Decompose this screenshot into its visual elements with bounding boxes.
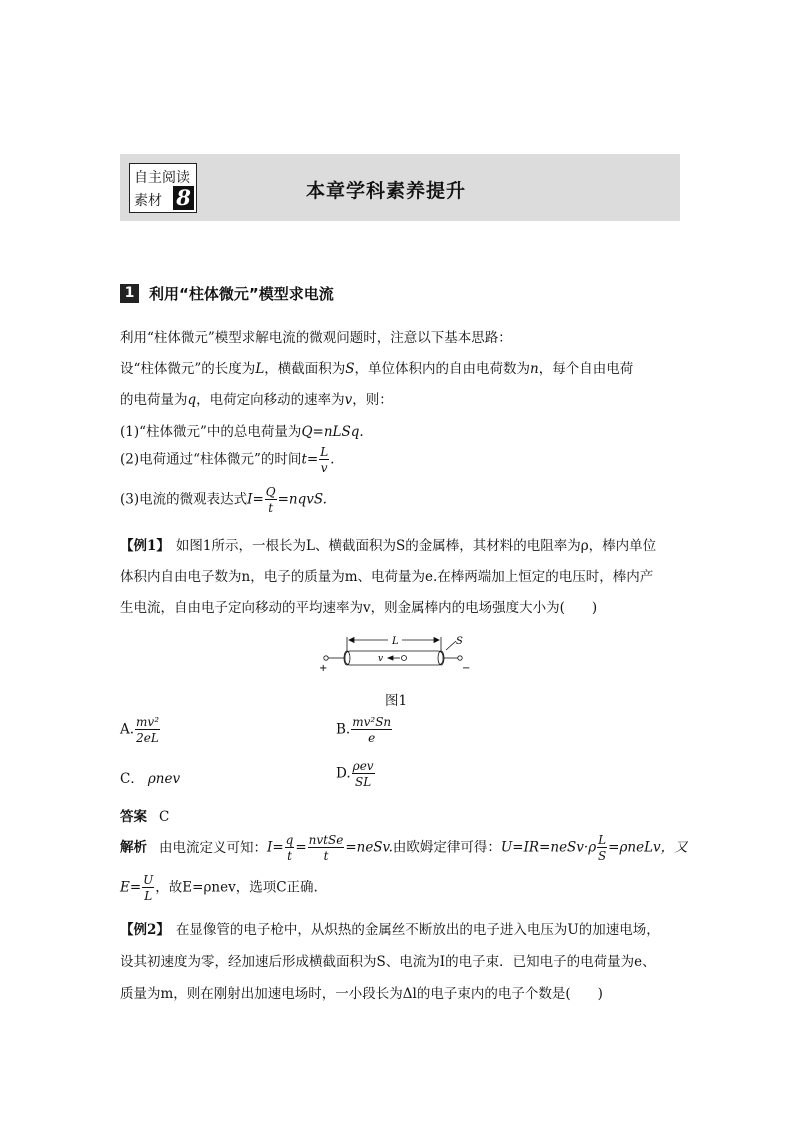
example2-label: 【例2】 [120, 922, 170, 938]
badge-number: 8 [173, 186, 194, 210]
electron-dot [402, 656, 407, 661]
analysis-line1: 解析 由电流定义可知：I= $\frac{q}{t}$ = $\frac{\text{nvtSe}}{t}$ =neSv.由欧姆定律可得：U=IR=neSv·ρ $\frac{L}{S}$ =ρneLv，又 [120, 833, 688, 863]
intro-line3: 的电荷量为q，电荷定向移动的速率为v，则： [120, 392, 393, 408]
left-terminal [324, 656, 328, 660]
figure1-caption: 图1 [385, 693, 408, 709]
example2-line1: 【例2】 在显像管的电子枪中，从炽热的金属丝不断放出的电子进入电压为U的加速电场， [120, 922, 660, 938]
option-a: A. $\frac{\text{mv²}}{2eL}$ [120, 715, 160, 745]
arrowhead-left [349, 638, 354, 643]
plus-sign: + [319, 663, 328, 674]
analysis-line2: E= $\frac{U}{L}$ ，故E=ρnev，选项C正确. [120, 873, 318, 903]
step-3: (3)电流的微观表达式I= $\frac{Q}{t}$ =nqvS. [120, 485, 327, 515]
badge-line2: 素材 [134, 193, 162, 209]
section-title: 利用“柱体微元”模型求电流 [149, 285, 334, 303]
example1-line1: 【例1】 如图1所示，一根长为L、横截面积为S的金属棒，其材料的电阻率为ρ，棒内单位 [120, 538, 657, 554]
example2-line3: 质量为m，则在刚射出加速电场时，一小段长为Δl的电子束内的电子个数是( ) [120, 986, 603, 1002]
answer-line: 答案 C [120, 809, 170, 825]
right-terminal [458, 656, 462, 660]
option-c: C． ρnev [120, 771, 181, 787]
example1-line2: 体积内自由电子数为n，电子的质量为m、电荷量为e.在棒两端加上恒定的电压时，棒内产 [120, 569, 654, 585]
reading-material-badge [129, 163, 197, 213]
example1-label: 【例1】 [120, 538, 170, 554]
chapter-title: 本章学科素养提升 [306, 180, 467, 202]
section-number: 1 [120, 284, 139, 303]
figure1-rod-diagram [316, 630, 476, 674]
answer-value: C [159, 809, 170, 825]
option-d: D. $\frac{\text{ρev}}{SL}$ [336, 759, 374, 789]
arrowhead-right [434, 638, 439, 643]
intro-line1: 利用“柱体微元”模型求解电流的微观问题时，注意以下基本思路： [120, 330, 512, 346]
area-pointer [446, 641, 456, 650]
intro-line2: 设“柱体微元”的长度为L，横截面积为S，单位体积内的自由电荷数为n，每个自由电荷 [120, 361, 634, 377]
minus-sign: − [462, 663, 471, 674]
length-label: L [392, 636, 399, 647]
example2-line2: 设其初速度为零，经加速后形成横截面积为S、电流为I的电子束．已知电子的电荷量为e、 [120, 954, 656, 970]
badge-line1: 自主阅读 [134, 170, 190, 186]
step-2: (2)电荷通过“柱体微元”的时间t= $\frac{L}{v}$ . [120, 445, 335, 475]
example1-line3: 生电流，自由电子定向移动的平均速率为v，则金属棒内的电场强度大小为( ) [120, 600, 598, 616]
step-1: (1)“柱体微元”中的总电荷量为Q=nLSq. [120, 424, 364, 440]
velocity-label: v [378, 654, 384, 664]
option-b: B. $\frac{\text{mv²Sn}}{e}$ [336, 715, 392, 745]
area-label: S [456, 636, 463, 647]
